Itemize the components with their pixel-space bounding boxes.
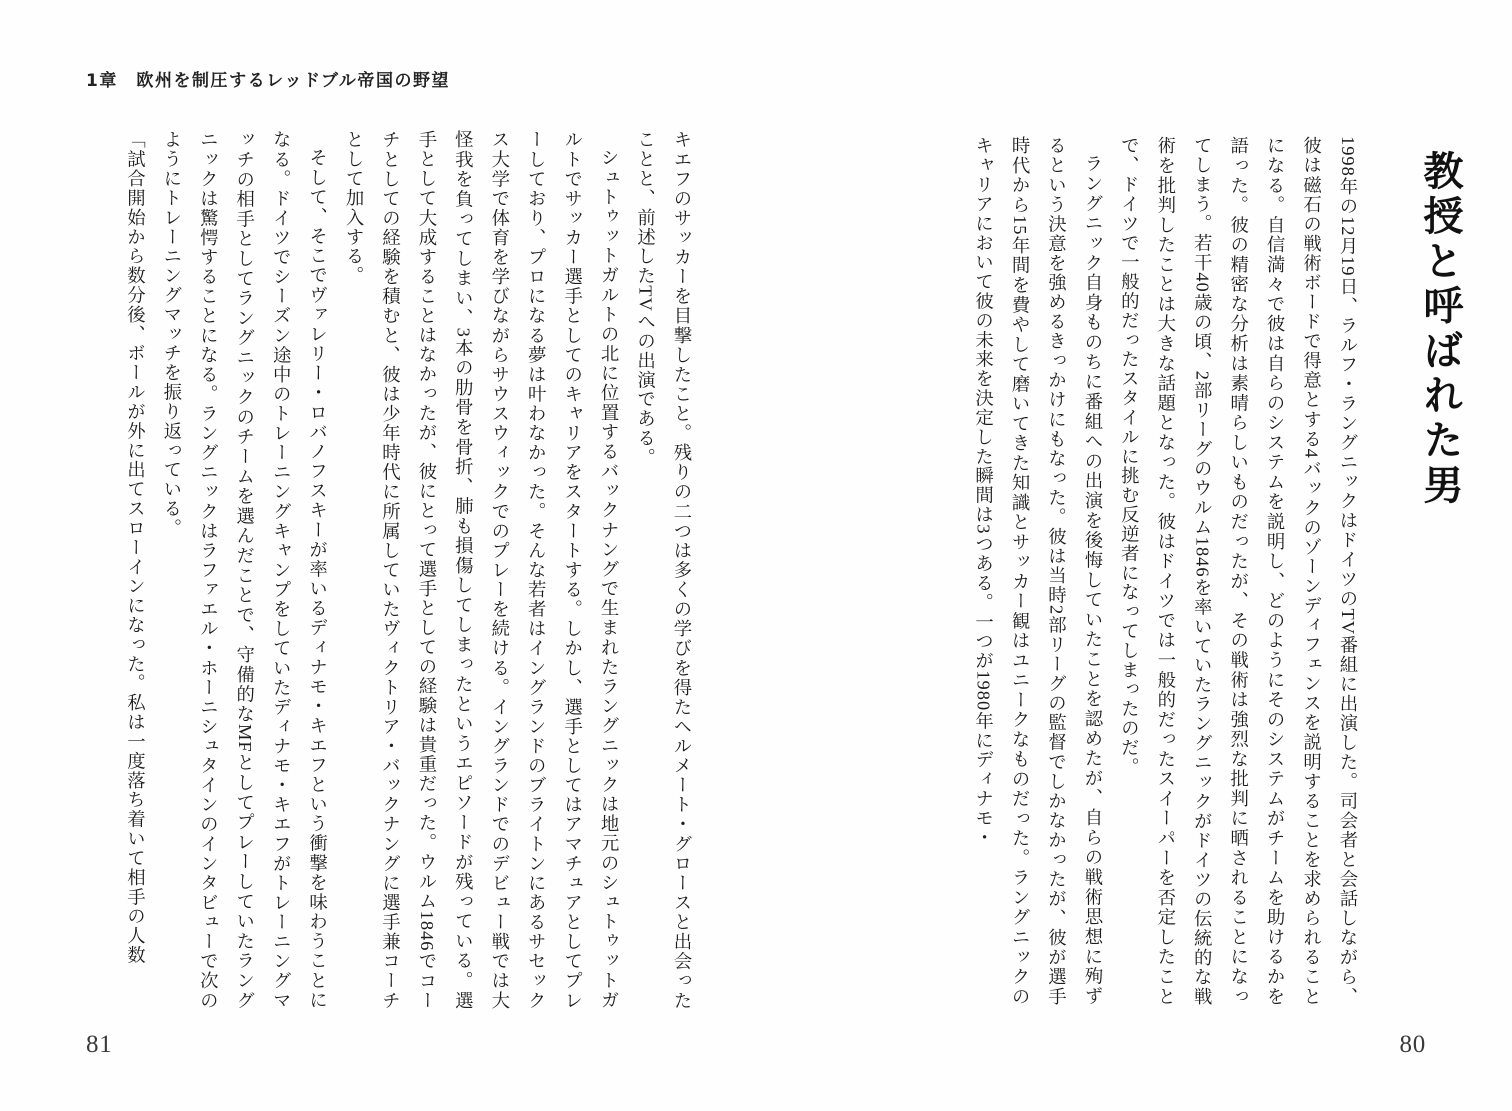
paragraph: 「試合開始から数分後、ボールが外に出てスローインになった。私は一度落ち着いて相手の人数 bbox=[125, 130, 146, 965]
verso-body-text bbox=[80, 130, 700, 1010]
recto-body-text bbox=[946, 136, 1366, 1006]
paragraph: 1998年の12月19日、ラルフ・ラングニックはドイツのTV番組に出演した。司会者と会話しながら、彼は磁石の戦術ボードで得意とする4バックのゾーンディフェンスを説明することを求められることになる。自信満々で彼は自らのシステムを説明し、どのようにそのシステムがチームを助けるかを語った。彼の精密な分析は素晴らしいものだったが、その戦術は強烈な批判に晒されることになってしまう。若干40歳の頃、2部リーグのウルム1846を率いていたラングニックがドイツの伝統的な戦術を批判したことは大きな話題となった。彼はドイツでは一般的だったスイーパーを否定したことで、ドイツで一般的だったスタイルに挑む反逆者になってしまったのだ。 bbox=[1119, 136, 1358, 1006]
paragraph: キエフのサッカーを目撃したこと。残りの二つは多くの学びを得たヘルメート・グロースと出会ったことと、前述したTVへの出演である。 bbox=[635, 130, 692, 1010]
running-header: 1章 欧州を制圧するレッドブル帝国の野望 bbox=[86, 71, 451, 91]
paragraph: シュトゥットガルトの北に位置するバックナングで生まれたラングニックは地元のシュトゥットガルトでサッカー選手としてのキャリアをスタートする。しかし、選手としてはアマチュアとしてプレーしており、プロになる夢は叶わなかった。そんな若者はイングランドのブライトンにあるサセックス大学で体育を学びながらサウスウィックでのプレーを続ける。イングランドでのデビュー戦では大怪我を負ってしまい、3本の肋骨を骨折、肺も損傷してしまったというエピソードが残っている。選手として大成することはなかったが、彼にとって選手としての経験は貴重だった。ウルム1846でコーチとしての経験を積むと、彼は少年時代に所属していたヴィクトリア・バックナングに選手兼コーチとして加入する。 bbox=[344, 130, 620, 1010]
page-number-verso: 81 bbox=[86, 1031, 113, 1058]
page-number-recto: 80 bbox=[1399, 1031, 1426, 1058]
recto-page bbox=[756, 0, 1512, 1111]
paragraph: そして、そこでヴァレリー・ロバノフスキーが率いるディナモ・キエフという衝撃を味わうことになる。ドイツでシーズン途中のトレーニングキャンプをしていたディナモ・キエフがトレーニングマッチの相手としてラングニックのチームを選んだことで、守備的なMFとしてプレーしていたラングニックは驚愕することになる。ラングニックはラファエル・ホーニシュタインのインタビューで次のようにトレーニングマッチを振り返っている。 bbox=[161, 130, 328, 1010]
chapter-title: 教授と呼ばれた男 bbox=[1417, 150, 1463, 509]
paragraph: ラングニック自身ものちに番組への出演を後悔していたことを認めたが、自らの戦術思想に殉ずるという決意を強めるきっかけにもなった。彼は当時2部リーグの監督でしかなかったが、彼が選手時代から15年間を費やして磨いてきた知識とサッカー観はユニークなものだった。ラングニックのキャリアにおいて彼の未来を決定した瞬間は3つある。一つが1980年にディナモ・ bbox=[973, 136, 1103, 1006]
